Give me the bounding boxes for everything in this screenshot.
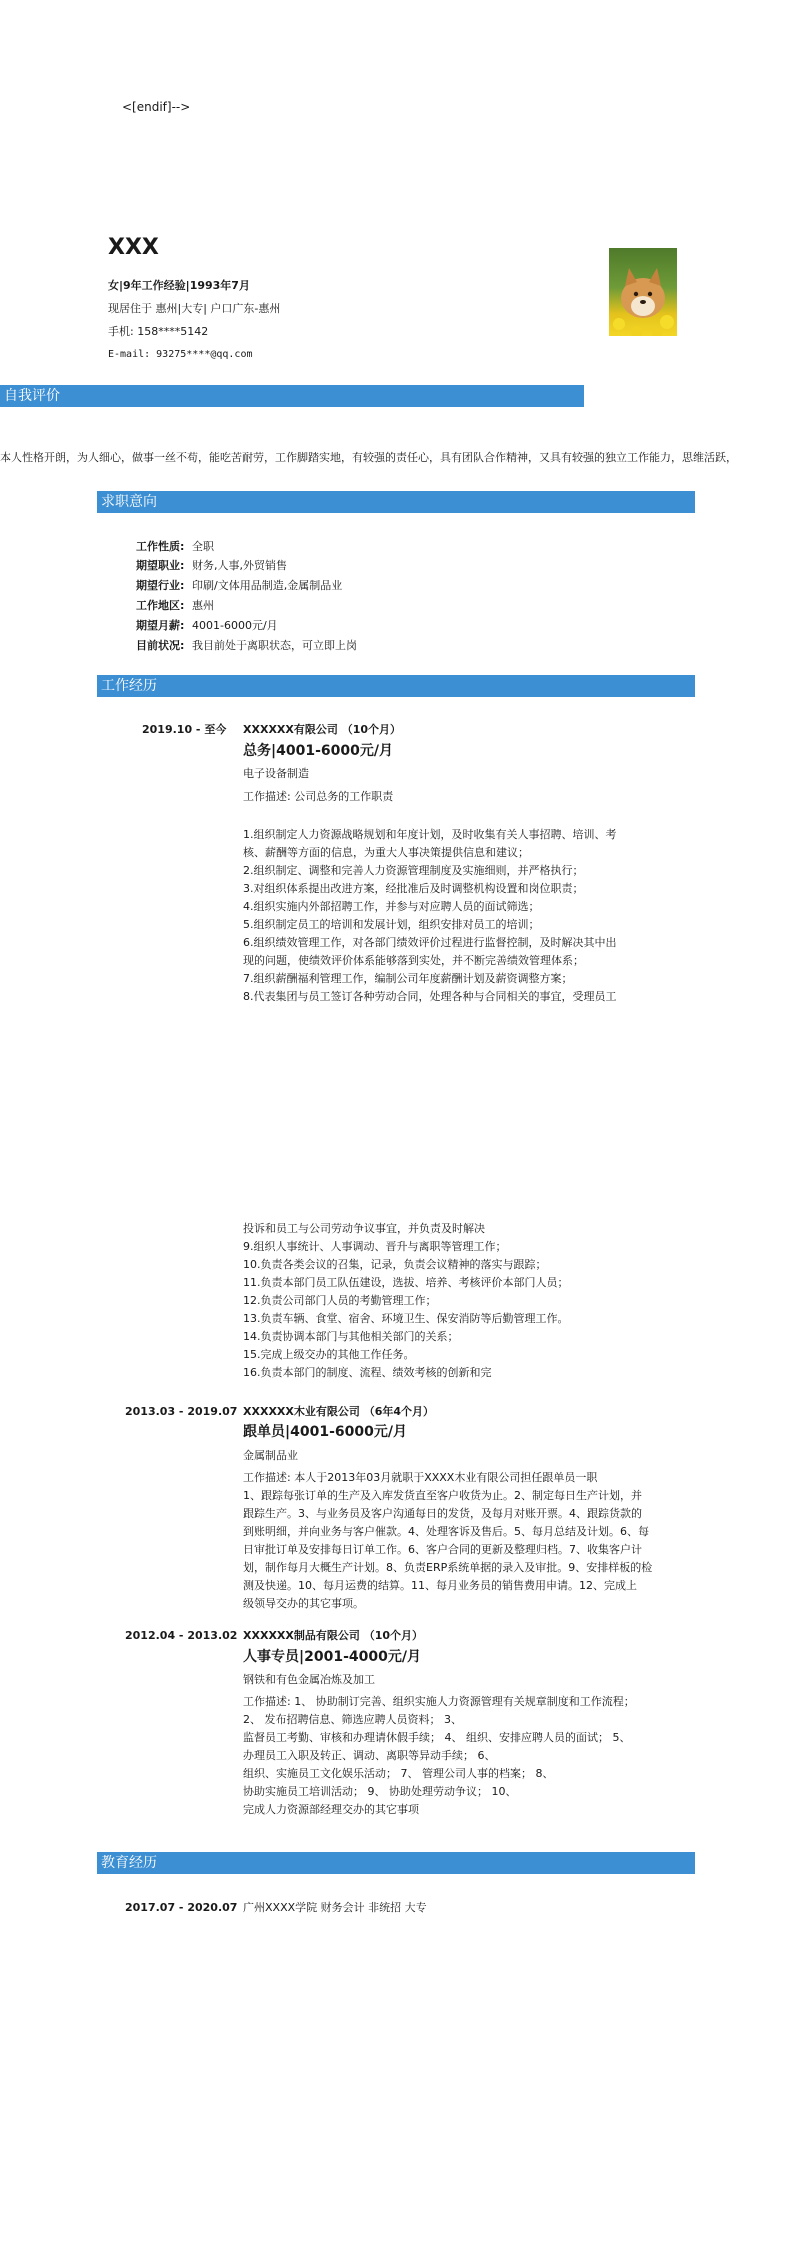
desc-line: 5.组织制定员工的培训和发展计划，组织安排对员工的培训； (243, 918, 540, 931)
intention-value: 4001-6000元/月 (192, 619, 278, 632)
job-desc-intro: 工作描述: 公司总务的工作职责 (243, 790, 394, 803)
desc-line: 13.负责车辆、食堂、宿舍、环境卫生、保安消防等后勤管理工作。 (243, 1312, 569, 1325)
desc-line: 14.负责协调本部门与其他相关部门的关系； (243, 1330, 459, 1343)
intention-row (136, 539, 214, 555)
intention-row (136, 578, 342, 594)
desc-line: 协助实施员工培训活动； 9、 协助处理劳动争议； 10、 (243, 1785, 517, 1798)
experience-header: 工作经历 (97, 675, 695, 697)
job-role: 人事专员 (243, 1649, 299, 1665)
desc-line: 1、跟踪每张订单的生产及入库发货直至客户收货为止。2、制定每日生产计划，并 (243, 1489, 642, 1502)
desc-line: 2、 发布招聘信息、筛选应聘人员资料； 3、 (243, 1713, 462, 1726)
job-industry: 金属制品业 (243, 1449, 298, 1462)
job-title: 跟单员|4001-6000元/月 (243, 1424, 407, 1440)
desc-line: 到账明细，并向业务与客户催款。4、处理客诉及售后。5、每月总结及计划。6、每 (243, 1525, 649, 1538)
desc-line: 完成人力资源部经理交办的其它事项 (243, 1803, 419, 1816)
desc-line: 工作描述: 1、 协助制订完善、组织实施人力资源管理有关规章制度和工作流程； (243, 1695, 635, 1708)
intention-row (136, 598, 214, 614)
job-description (243, 1469, 695, 1613)
desc-line: 11.负责本部门员工队伍建设，选拔、培养、考核评价本部门人员； (243, 1276, 569, 1289)
intention-label: 期望行业: (136, 579, 185, 592)
education-header: 教育经历 (97, 1852, 695, 1874)
job-salary: 4001-6000元/月 (290, 1424, 407, 1440)
intention-row (136, 558, 287, 574)
job-description (243, 826, 695, 1006)
self-eval-header: 自我评价 (0, 385, 584, 407)
desc-line: 办理员工入职及转正、调动、离职等异动手续； 6、 (243, 1749, 496, 1762)
profile-location: 现居住于 惠州|大专| 户口广东-惠州 (108, 302, 281, 315)
desc-line: 4.组织实施内外部招聘工作，并参与对应聘人员的面试筛选； (243, 900, 540, 913)
desc-line: 1.组织制定人力资源战略规划和年度计划，及时收集有关人事招聘、培训、考 (243, 828, 617, 841)
desc-line: 工作描述: 本人于2013年03月就职于XXXX木业有限公司担任跟单员一职 (243, 1471, 598, 1484)
intention-label: 工作性质: (136, 540, 185, 553)
job-title: 总务|4001-6000元/月 (243, 743, 393, 759)
job-industry: 电子设备制造 (243, 767, 309, 780)
desc-line: 投诉和员工与公司劳动争议事宜，并负责及时解决 (243, 1222, 485, 1235)
desc-line: 测及快递。10、每月运费的结算。11、每月业务员的销售费用申请。12、完成上 (243, 1579, 637, 1592)
job-description-continued (243, 1220, 695, 1382)
job-industry: 钢铁和有色金属冶炼及加工 (243, 1673, 375, 1686)
avatar (609, 248, 677, 336)
intention-value: 印刷/文体用品制造,金属制品业 (192, 579, 343, 592)
html-comment-text: <[endif]--> (122, 100, 191, 114)
job-period: 2012.04 - 2013.02 (125, 1629, 238, 1642)
intention-label: 期望月薪: (136, 619, 185, 632)
intention-label: 目前状况: (136, 639, 185, 652)
intention-row (136, 618, 278, 634)
desc-line: 9.组织人事统计、人事调动、晋升与离职等管理工作； (243, 1240, 507, 1253)
job-salary: 2001-4000元/月 (304, 1649, 421, 1665)
intention-value: 我目前处于离职状态，可立即上岗 (192, 639, 357, 652)
desc-line: 监督员工考勤、审核和办理请休假手续； 4、 组织、安排应聘人员的面试； 5、 (243, 1731, 631, 1744)
job-period: 2013.03 - 2019.07 (125, 1405, 238, 1418)
desc-line: 15.完成上级交办的其他工作任务。 (243, 1348, 415, 1361)
intention-value: 财务,人事,外贸销售 (192, 559, 287, 572)
profile-summary: 女|9年工作经验|1993年7月 (108, 279, 250, 292)
profile-phone: 手机: 158****5142 (108, 325, 209, 338)
desc-line: 现的问题，使绩效评价体系能够落到实处，并不断完善绩效管理体系； (243, 954, 584, 967)
desc-line: 6.组织绩效管理工作，对各部门绩效评价过程进行监督控制，及时解决其中出 (243, 936, 617, 949)
desc-line: 16.负责本部门的制度、流程、绩效考核的创新和完 (243, 1366, 492, 1379)
intention-row (136, 638, 357, 654)
job-company: XXXXXX木业有限公司 （6年4个月） (243, 1405, 435, 1418)
intention-label: 工作地区: (136, 599, 185, 612)
intention-value: 惠州 (192, 599, 214, 612)
job-title: 人事专员|2001-4000元/月 (243, 1649, 421, 1665)
job-role: 跟单员 (243, 1424, 285, 1440)
self-eval-text: 本人性格开朗，为人细心，做事一丝不苟，能吃苦耐劳，工作脚踏实地，有较强的责任心，具有团队合作精神，又具有较强的独立工作能力，思维活跃， (0, 451, 737, 464)
desc-line: 跟踪生产。3、与业务员及客户沟通每日的发货，及每月对账开票。4、跟踪货款的 (243, 1507, 642, 1520)
desc-line: 2.组织制定、调整和完善人力资源管理制度及实施细则，并严格执行； (243, 864, 584, 877)
education-period: 2017.07 - 2020.07 (125, 1901, 238, 1914)
intention-label: 期望职业: (136, 559, 185, 572)
desc-line: 日审批订单及安排每日订单工作。6、客户合同的更新及整理归档。7、收集客户计 (243, 1543, 642, 1556)
desc-line: 10.负责各类会议的召集，记录，负责会议精神的落实与跟踪； (243, 1258, 547, 1271)
education-detail: 广州XXXX学院 财务会计 非统招 大专 (243, 1901, 427, 1914)
candidate-name: XXX (108, 235, 159, 260)
desc-line: 3.对组织体系提出改进方案，经批准后及时调整机构设置和岗位职责； (243, 882, 584, 895)
job-company: XXXXXX有限公司 （10个月） (243, 723, 402, 736)
desc-line: 12.负责公司部门人员的考勤管理工作； (243, 1294, 437, 1307)
job-period: 2019.10 - 至今 (142, 723, 227, 736)
job-role: 总务 (243, 743, 271, 759)
desc-line: 组织、实施员工文化娱乐活动； 7、 管理公司人事的档案； 8、 (243, 1767, 554, 1780)
desc-line: 级领导交办的其它事项。 (243, 1597, 364, 1610)
desc-line: 8.代表集团与员工签订各种劳动合同，处理各种与合同相关的事宜，受理员工 (243, 990, 617, 1003)
desc-line: 划，制作每月大概生产计划。8、负责ERP系统单据的录入及审批。9、安排样板的检 (243, 1561, 653, 1574)
job-description (243, 1693, 695, 1819)
dog-photo-icon (609, 248, 677, 336)
desc-line: 7.组织薪酬福利管理工作，编制公司年度薪酬计划及薪资调整方案； (243, 972, 573, 985)
profile-email: E-mail: 93275****@qq.com (108, 349, 253, 360)
desc-line: 核、薪酬等方面的信息，为重大人事决策提供信息和建议； (243, 846, 529, 859)
job-salary: 4001-6000元/月 (276, 743, 393, 759)
intention-header: 求职意向 (97, 491, 695, 513)
job-company: XXXXXX制品有限公司 （10个月） (243, 1629, 424, 1642)
intention-value: 全职 (192, 540, 214, 553)
